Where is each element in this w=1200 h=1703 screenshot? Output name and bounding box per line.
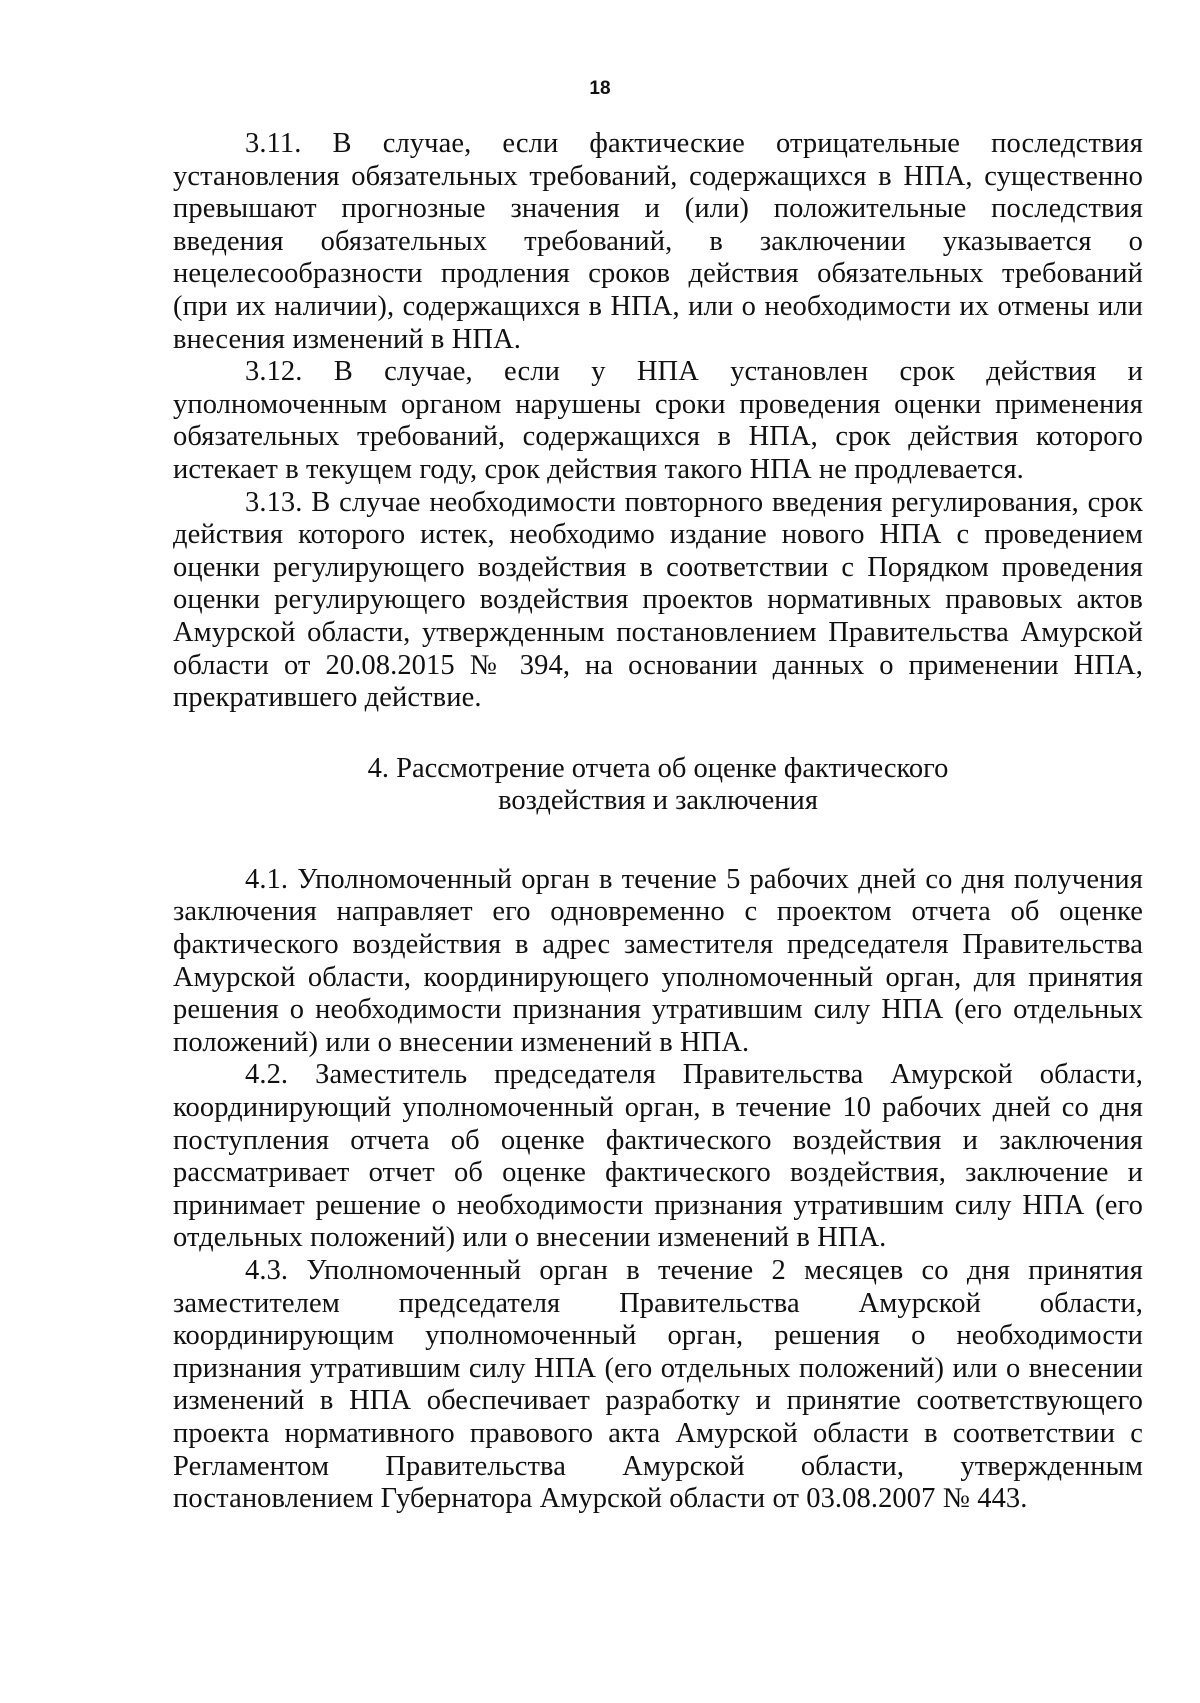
section-4-heading <box>173 715 1143 864</box>
section-4-heading-line-2: воздействия и заключения <box>498 785 818 817</box>
paragraph-4-3: 4.3. Уполномоченный орган в течение 2 месяцев со дня принятия заместителем председателя Правительства Амурской области, координирующим уполномоченный орган, решения о необходимости признания утратившим силу НПА (его отдельных положений) или о внесении изменений в НПА обеспечивает разработку и принятие соответствующего проекта нормативного правового акта Амурской области в соответствии с Регламентом Правительства Амурской области, утвержденным постановлением Губернатора Амурской области от 03.08.2007 № 443. <box>173 1255 1143 1515</box>
paragraph-4-1: 4.1. Уполномоченный орган в течение 5 рабочих дней со дня получения заключения направляет его одновременно с проектом отчета об оценке фактического воздействия в адрес заместителя председателя Правительства Амурской области, координирующего уполномоченный орган, для принятия решения о необходимости признания утратившим силу НПА (его отдельных положений) или о внесении изменений в НПА. <box>173 863 1143 1058</box>
paragraph-3-13: 3.13. В случае необходимости повторного введения регулирования, срок действия которого истек, необходимо издание нового НПА с проведением оценки регулирующего воздействия в соответствии с Порядком проведения оценки регулирующего воздействия проектов нормативных правовых актов Амурской области, утвержденным постановлением Правительства Амурской области от 20.08.2015 № 394, на основании данных о применении НПА, прекратившего действие. <box>173 486 1143 714</box>
paragraph-3-11: 3.11. В случае, если фактические отрицательные последствия установления обязательных требований, содержащихся в НПА, существенно превышают прогнозные значения и (или) положительные последствия введения обязательных требований, в заключении указывается о нецелесообразности продления сроков действия обязательных требований (при их наличии), содержащихся в НПА, или о необходимости их отмены или внесения изменений в НПА. <box>173 128 1143 355</box>
section-4-heading-line-1: 4. Рассмотрение отчета об оценке фактического <box>367 752 949 784</box>
page-number: 18 <box>589 78 611 99</box>
paragraph-4-2: 4.2. Заместитель председателя Правительства Амурской области, координирующий уполномоченный орган, в течение 10 рабочих дней со дня поступления отчета об оценке фактического воздействия и заключения рассматривает отчет об оценке фактического воздействия, заключение и принимает решение о необходимости признания утратившим силу НПА (его отдельных положений) или о внесении изменений в НПА. <box>173 1059 1143 1254</box>
paragraph-3-12: 3.12. В случае, если у НПА установлен срок действия и уполномоченным органом нарушены сроки проведения оценки применения обязательных требований, содержащихся в НПА, срок действия которого истекает в текущем году, срок действия такого НПА не продлевается. <box>173 356 1143 485</box>
document-body <box>173 128 1143 1516</box>
